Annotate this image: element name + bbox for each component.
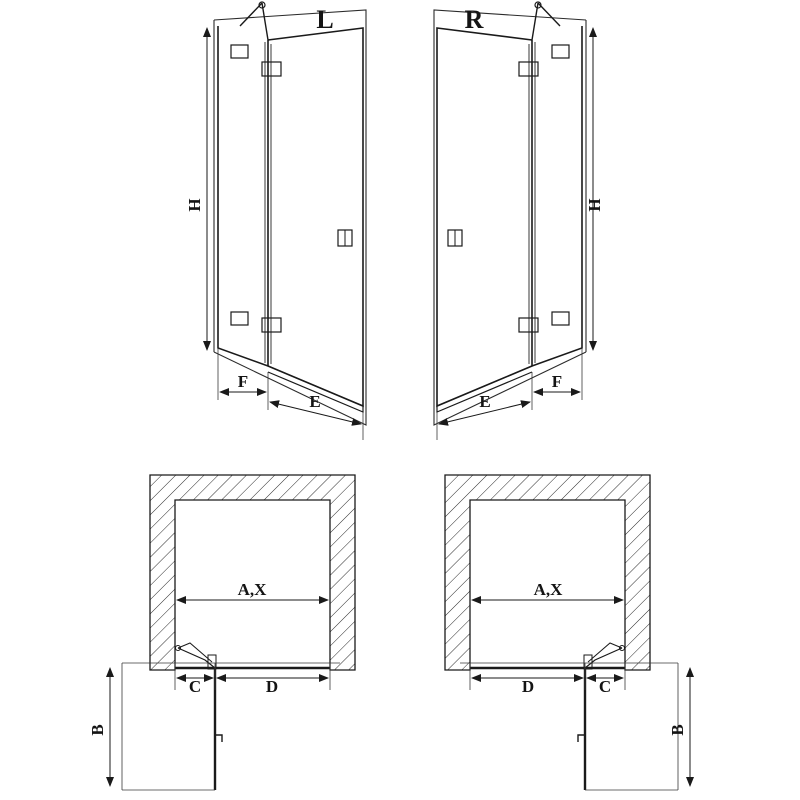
hinge-set-left	[231, 45, 281, 332]
dimension-F-E-right	[437, 348, 582, 440]
stabiliser-bar-left	[240, 2, 268, 40]
plan-view-right	[445, 475, 690, 790]
stabiliser-bar-right	[532, 2, 560, 40]
label-E-right: E	[479, 392, 491, 411]
glass-panels-left	[218, 26, 363, 412]
label-B-left: B	[88, 724, 107, 736]
dimension-F-E-left	[218, 348, 363, 440]
label-B-right: B	[668, 724, 687, 736]
dimension-AX-right	[472, 580, 623, 600]
elevation-view-left	[185, 2, 366, 440]
title-left-variant: L	[316, 5, 334, 34]
label-F-left: F	[237, 372, 249, 391]
label-D-left: D	[265, 677, 279, 696]
label-D-right: D	[521, 677, 535, 696]
label-C-left: C	[188, 677, 202, 696]
elevation-view-right	[434, 2, 604, 440]
door-handle-right	[448, 230, 462, 246]
label-AX-right: A,X	[533, 580, 563, 599]
glass-panels-right	[437, 26, 582, 412]
hinge-set-right	[519, 45, 569, 332]
label-H-right: H	[585, 198, 604, 212]
label-E-left: E	[309, 392, 321, 411]
plan-glass-left	[175, 643, 330, 790]
wall-hatch-left	[150, 475, 355, 670]
label-C-right: C	[598, 677, 612, 696]
plan-glass-right	[470, 643, 625, 790]
dimension-AX-left	[177, 580, 328, 600]
title-right-variant: R	[464, 5, 484, 34]
label-F-right: F	[551, 372, 563, 391]
wall-hatch-right	[445, 475, 650, 670]
plan-view-left	[88, 475, 355, 790]
dimension-H-left	[185, 28, 207, 350]
label-AX-left: A,X	[237, 580, 267, 599]
dimension-H-right	[585, 28, 604, 350]
door-handle-left	[338, 230, 352, 246]
label-H-left: H	[185, 198, 204, 212]
